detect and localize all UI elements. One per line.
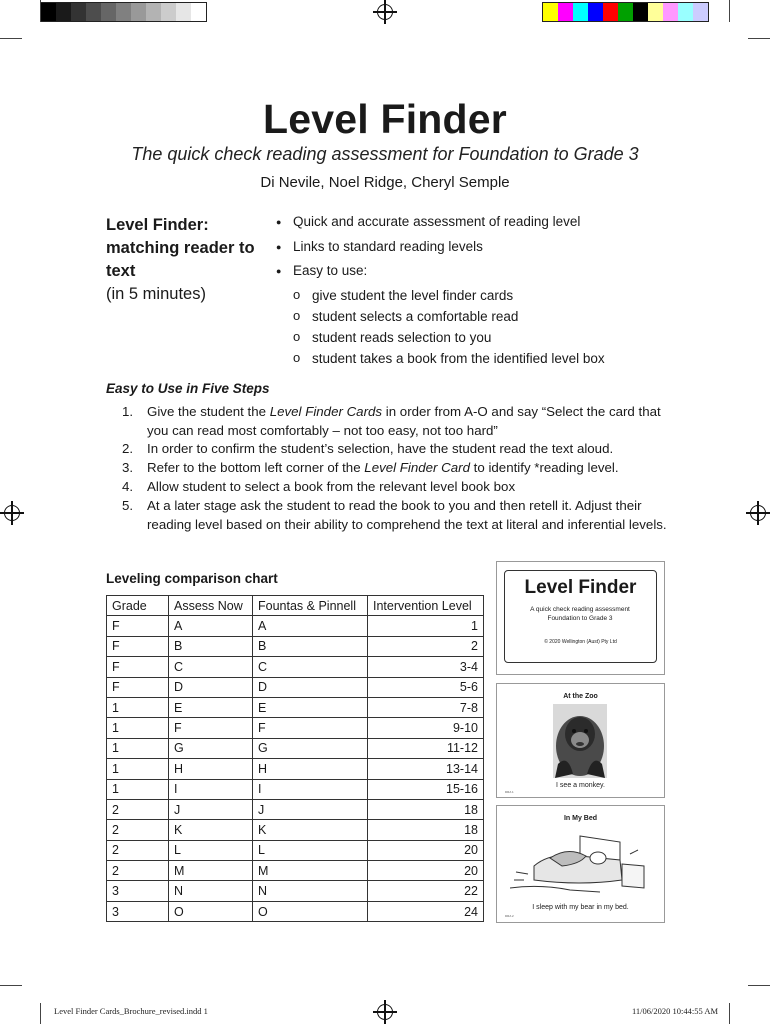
cover-card-title: Level Finder xyxy=(524,577,637,598)
color-swatch xyxy=(71,3,86,21)
color-swatch xyxy=(633,3,648,21)
step-text: to identify *reading level. xyxy=(469,460,619,475)
crop-mark xyxy=(40,1003,41,1024)
table-cell: 1 xyxy=(368,616,484,636)
step-text: Refer to the bottom left corner of the xyxy=(147,460,365,475)
card-title: At the Zoo xyxy=(563,693,598,700)
table-cell: I xyxy=(253,779,368,799)
color-swatch xyxy=(41,3,56,21)
usage-sub-bullet: o student reads selection to you xyxy=(276,330,676,351)
step-emphasis: Level Finder Cards xyxy=(269,404,383,419)
crop-mark xyxy=(729,0,730,22)
table-cell: B xyxy=(253,636,368,656)
table-cell: C xyxy=(253,657,368,677)
step-number: 4. xyxy=(122,479,134,494)
table-cell: 1 xyxy=(107,697,169,717)
table-cell: B xyxy=(169,636,253,656)
table-cell: F xyxy=(169,718,253,738)
feature-list xyxy=(276,214,676,372)
color-swatch xyxy=(603,3,618,21)
table-cell: F xyxy=(107,677,169,697)
table-cell: 18 xyxy=(368,799,484,819)
color-swatch xyxy=(131,3,146,21)
table-cell: 3 xyxy=(107,901,169,921)
grayscale-color-bar xyxy=(40,2,207,22)
step-item xyxy=(122,478,670,497)
usage-sub-bullet: o student selects a comfortable read xyxy=(276,309,676,330)
crop-mark xyxy=(40,0,41,22)
steps-heading: Easy to Use in Five Steps xyxy=(106,381,270,396)
table-cell: G xyxy=(253,738,368,758)
intro-heading-plain: (in 5 minutes) xyxy=(106,285,206,303)
table-cell: 3-4 xyxy=(368,657,484,677)
table-cell: H xyxy=(169,759,253,779)
step-item xyxy=(122,497,670,534)
table-row xyxy=(107,759,484,779)
color-swatch xyxy=(618,3,633,21)
table-row xyxy=(107,881,484,901)
step-emphasis: Level Finder Card xyxy=(364,460,470,475)
authors: Di Nevile, Noel Ridge, Cheryl Semple xyxy=(260,174,510,191)
cover-card-copyright: © 2020 Wellington (Aust) Pty Ltd xyxy=(544,639,617,645)
feature-bullet: ● Quick and accurate assessment of reading level xyxy=(276,214,676,239)
step-number: 3. xyxy=(122,460,134,475)
step-item xyxy=(122,440,670,459)
crop-mark xyxy=(0,985,22,986)
table-cell: E xyxy=(253,697,368,717)
step-text: in order from A-O and say “Select the card that you can read most comfortably – not too easy, not too hard” xyxy=(147,404,661,438)
table-cell: 1 xyxy=(107,759,169,779)
intro-heading xyxy=(106,214,266,306)
card-level-code: DRA 2 xyxy=(505,914,514,918)
step-text: At a later stage ask the student to read the book to you and then retell it. Adjust their reading level based on their ability to comprehend the text at literal and inferential levels. xyxy=(147,498,667,532)
table-row xyxy=(107,738,484,758)
table-cell: F xyxy=(253,718,368,738)
table-cell: 22 xyxy=(368,881,484,901)
table-cell: 5-6 xyxy=(368,677,484,697)
table-cell: M xyxy=(169,861,253,881)
step-number: 5. xyxy=(122,498,134,513)
table-header-row xyxy=(107,596,484,616)
table-cell: J xyxy=(253,799,368,819)
table-cell: M xyxy=(253,861,368,881)
usage-sub-bullet: o student takes a book from the identified level box xyxy=(276,351,676,372)
column-header: Assess Now xyxy=(169,596,253,616)
table-cell: 20 xyxy=(368,861,484,881)
level-card-at-the-zoo xyxy=(496,683,665,798)
table-row xyxy=(107,901,484,921)
feature-bullet: ● Easy to use: xyxy=(276,263,676,288)
table-cell: 2 xyxy=(107,840,169,860)
column-header: Grade xyxy=(107,596,169,616)
color-swatch xyxy=(56,3,71,21)
color-swatch xyxy=(663,3,678,21)
table-cell: 3 xyxy=(107,881,169,901)
registration-mark-right xyxy=(750,505,766,521)
table-cell: E xyxy=(169,697,253,717)
feature-bullet: ● Links to standard reading levels xyxy=(276,239,676,264)
table-cell: 2 xyxy=(107,861,169,881)
crop-mark xyxy=(729,1003,730,1024)
table-row xyxy=(107,861,484,881)
color-swatch xyxy=(573,3,588,21)
table-cell: 1 xyxy=(107,738,169,758)
card-level-code: DRA 1 xyxy=(505,790,514,794)
color-swatch xyxy=(191,3,206,21)
registration-mark-bottom xyxy=(377,1004,393,1020)
color-registration-bar xyxy=(542,2,709,22)
color-swatch xyxy=(101,3,116,21)
color-swatch xyxy=(161,3,176,21)
usage-sub-bullet: o give student the level finder cards xyxy=(276,288,676,309)
color-swatch xyxy=(146,3,161,21)
step-item xyxy=(122,403,670,440)
column-header: Intervention Level xyxy=(368,596,484,616)
card-caption: I see a monkey. xyxy=(556,782,605,789)
table-row xyxy=(107,636,484,656)
table-cell: F xyxy=(107,616,169,636)
table-cell: 13-14 xyxy=(368,759,484,779)
table-cell: F xyxy=(107,657,169,677)
table-cell: 18 xyxy=(368,820,484,840)
table-row xyxy=(107,697,484,717)
table-cell: D xyxy=(169,677,253,697)
level-finder-cover-card xyxy=(496,561,665,675)
monkey-photo xyxy=(553,704,607,778)
table-cell: N xyxy=(169,881,253,901)
card-caption: I sleep with my bear in my bed. xyxy=(532,904,629,911)
step-text: Allow student to select a book from the relevant level book box xyxy=(147,479,516,494)
table-cell: 15-16 xyxy=(368,779,484,799)
table-cell: A xyxy=(253,616,368,636)
table-cell: G xyxy=(169,738,253,758)
table-cell: 1 xyxy=(107,718,169,738)
color-swatch xyxy=(693,3,708,21)
leveling-comparison-table xyxy=(106,595,484,922)
table-cell: F xyxy=(107,636,169,656)
crop-mark xyxy=(748,38,770,39)
table-cell: 9-10 xyxy=(368,718,484,738)
table-cell: 2 xyxy=(107,820,169,840)
color-swatch xyxy=(588,3,603,21)
table-cell: N xyxy=(253,881,368,901)
table-cell: 1 xyxy=(107,779,169,799)
color-swatch xyxy=(558,3,573,21)
step-text: In order to confirm the student’s selection, have the student read the text aloud. xyxy=(147,441,614,456)
table-cell: A xyxy=(169,616,253,636)
chart-heading: Leveling comparison chart xyxy=(106,571,278,586)
step-number: 2. xyxy=(122,441,134,456)
table-row xyxy=(107,718,484,738)
table-cell: J xyxy=(169,799,253,819)
file-slug: Level Finder Cards_Brochure_revised.indd 1 xyxy=(54,1006,208,1016)
table-cell: K xyxy=(169,820,253,840)
table-row xyxy=(107,820,484,840)
table-row xyxy=(107,677,484,697)
table-row xyxy=(107,657,484,677)
table-row xyxy=(107,799,484,819)
cover-card-frame xyxy=(504,570,657,663)
table-cell: K xyxy=(253,820,368,840)
step-text: Give the student the xyxy=(147,404,270,419)
registration-mark-top xyxy=(377,4,393,20)
table-row xyxy=(107,616,484,636)
table-cell: 20 xyxy=(368,840,484,860)
table-row xyxy=(107,840,484,860)
steps-list xyxy=(122,403,670,534)
table-cell: O xyxy=(169,901,253,921)
color-swatch xyxy=(648,3,663,21)
registration-mark-left xyxy=(4,505,20,521)
timestamp-slug: 11/06/2020 10:44:55 AM xyxy=(632,1006,719,1016)
page-title: Level Finder xyxy=(263,96,507,142)
step-number: 1. xyxy=(122,404,134,419)
bed-illustration xyxy=(510,828,650,898)
table-cell: 7-8 xyxy=(368,697,484,717)
table-cell: 2 xyxy=(107,799,169,819)
crop-mark xyxy=(0,38,22,39)
intro-heading-bold: Level Finder: matching reader to text xyxy=(106,216,255,280)
level-card-in-my-bed xyxy=(496,805,665,923)
color-swatch xyxy=(543,3,558,21)
page-subtitle: The quick check reading assessment for Foundation to Grade 3 xyxy=(131,144,639,164)
table-cell: D xyxy=(253,677,368,697)
color-swatch xyxy=(116,3,131,21)
table-cell: 2 xyxy=(368,636,484,656)
table-cell: L xyxy=(253,840,368,860)
table-cell: 11-12 xyxy=(368,738,484,758)
table-cell: C xyxy=(169,657,253,677)
step-item xyxy=(122,459,670,478)
color-swatch xyxy=(176,3,191,21)
table-cell: H xyxy=(253,759,368,779)
cover-card-subtitle: A quick check reading assessment Foundation to Grade 3 xyxy=(530,606,630,622)
color-swatch xyxy=(678,3,693,21)
column-header: Fountas & Pinnell xyxy=(253,596,368,616)
table-cell: 24 xyxy=(368,901,484,921)
table-cell: L xyxy=(169,840,253,860)
table-row xyxy=(107,779,484,799)
card-title: In My Bed xyxy=(563,815,598,822)
table-cell: I xyxy=(169,779,253,799)
color-swatch xyxy=(86,3,101,21)
table-cell: O xyxy=(253,901,368,921)
crop-mark xyxy=(748,985,770,986)
